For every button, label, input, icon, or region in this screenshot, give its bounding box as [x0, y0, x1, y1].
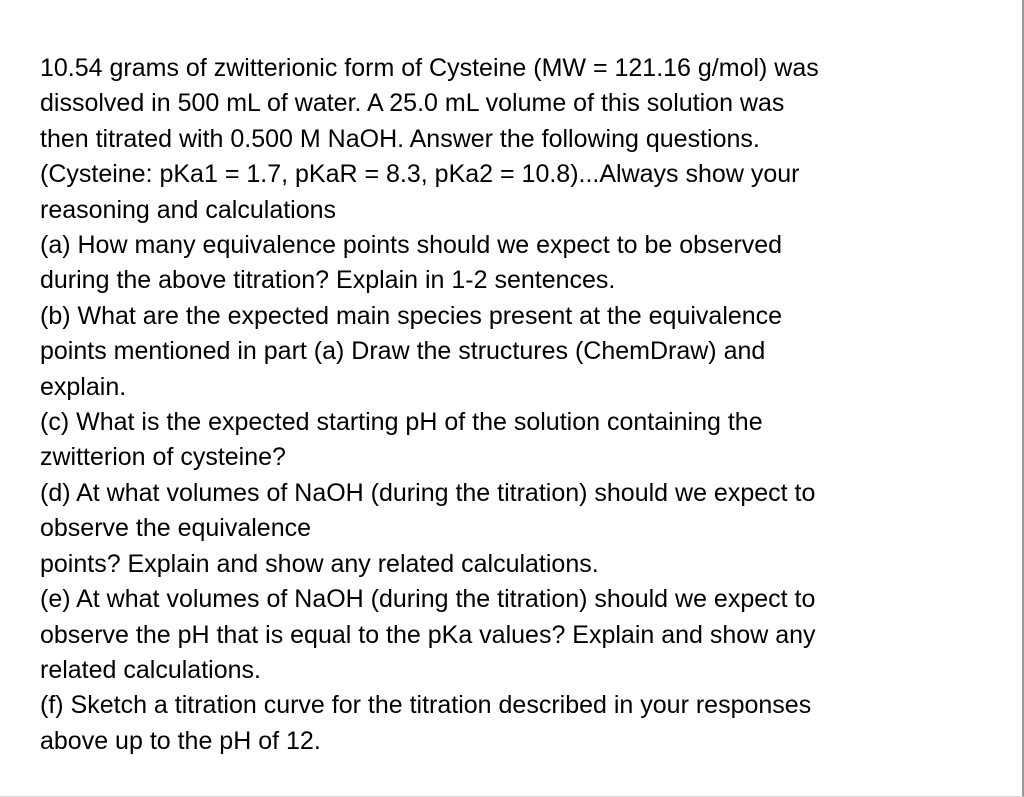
intro-line-2: dissolved in 500 mL of water. A 25.0 mL volume of this solution was	[40, 89, 785, 118]
part-a-line-1: (a) How many equivalence points should we expect to be observed	[40, 231, 783, 260]
intro-line-4: (Cysteine: pKa1 = 1.7, pKaR = 8.3, pKa2 = 10.8)...Always show your	[40, 160, 800, 189]
part-b-line-3: explain.	[40, 372, 127, 401]
part-a-line-2: during the above titration? Explain in 1-2 sentences.	[40, 266, 616, 295]
question-text	[40, 51, 990, 759]
part-f-line-1: (f) Sketch a titration curve for the titration described in your responses	[40, 691, 812, 720]
part-d-line-3: points? Explain and show any related calculations.	[40, 549, 599, 578]
part-f-line-2: above up to the pH of 12.	[40, 726, 321, 755]
part-b-line-2: points mentioned in part (a) Draw the structures (ChemDraw) and	[40, 337, 766, 366]
intro-line-1: 10.54 grams of zwitterionic form of Cysteine (MW = 121.16 g/mol) was	[40, 54, 819, 82]
part-e-line-3: related calculations.	[40, 655, 261, 684]
part-d-line-2: observe the equivalence	[40, 514, 312, 543]
part-b-line-1: (b) What are the expected main species present at the equivalence	[40, 301, 783, 330]
intro-line-3: then titrated with 0.500 M NaOH. Answer the following questions.	[40, 124, 760, 153]
part-e-line-2: observe the pH that is equal to the pKa values? Explain and show any	[40, 620, 816, 649]
intro-line-5: reasoning and calculations	[40, 195, 337, 224]
part-d-line-1: (d) At what volumes of NaOH (during the titration) should we expect to	[40, 478, 816, 507]
part-e-line-1: (e) At what volumes of NaOH (during the titration) should we expect to	[40, 585, 816, 614]
part-c-line-2: zwitterion of cysteine?	[40, 443, 286, 472]
part-c-line-1: (c) What is the expected starting pH of the solution containing the	[40, 408, 763, 437]
